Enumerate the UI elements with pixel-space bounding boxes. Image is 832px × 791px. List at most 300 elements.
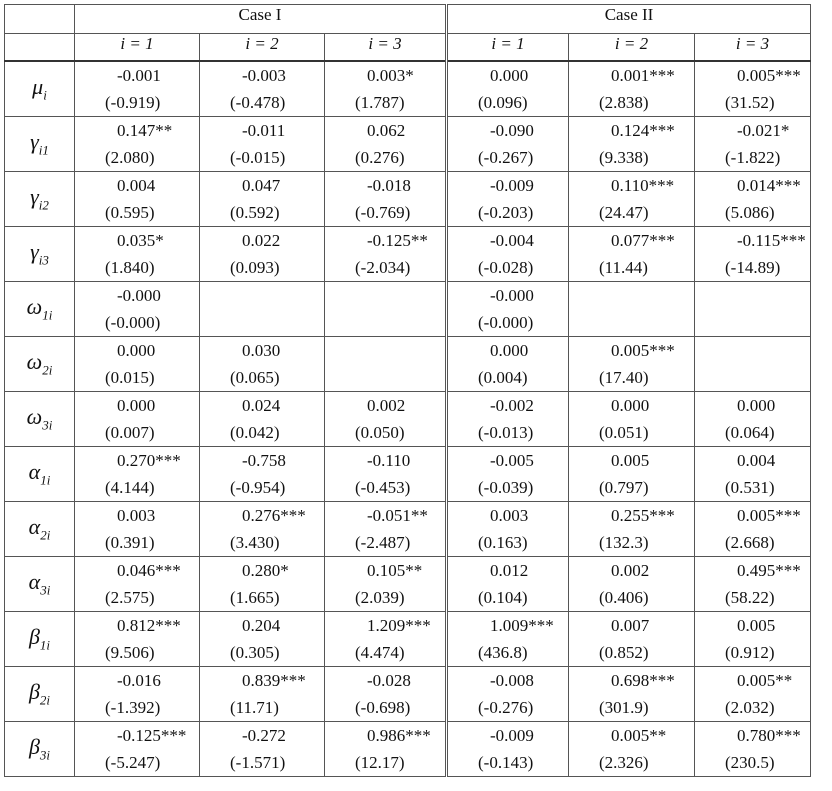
t-statistic: (0.406) [599,588,649,607]
estimate-cell [447,227,569,282]
t-statistic: (0.065) [230,368,280,387]
coefficient-value: 0.110*** [611,176,675,195]
estimate-cell [447,117,569,172]
parameter-symbol: γ [30,184,39,210]
t-statistic: (2.575) [105,588,155,607]
parameter-subscript: 1i [42,307,53,323]
estimate-cell [200,557,325,612]
coefficient-value: 0.812*** [117,616,181,635]
t-statistic: (-0.203) [478,203,534,222]
estimate-cell [325,337,447,392]
estimate-cell [75,557,200,612]
coefficient-value: 0.005** [737,671,793,690]
estimate-cell [447,722,569,777]
estimate-cell [569,722,695,777]
estimate-cell [200,722,325,777]
t-statistic: (-0.000) [105,313,161,332]
coefficient-value: 0.003* [367,66,414,85]
table-row [5,392,811,447]
parameter-label [5,667,75,722]
coefficient-value: 0.005*** [737,66,801,85]
parameter-symbol: β [28,734,40,760]
coefficient-value: 0.495*** [737,561,801,580]
t-statistic: (230.5) [725,753,775,772]
t-statistic: (1.840) [105,258,155,277]
t-statistic: (5.086) [725,203,775,222]
coefficient-value: 0.022 [242,231,281,250]
coefficient-value: 0.001*** [611,66,675,85]
t-statistic [695,309,810,336]
estimate-cell [447,172,569,227]
t-statistic: (4.144) [105,478,155,497]
parameter-label [5,227,75,282]
coefficient-value: 0.000 [490,341,529,360]
t-statistic [325,309,445,336]
parameter-symbol: α [28,569,41,595]
t-statistic: (0.096) [478,93,528,112]
coefficient-value [569,282,694,309]
t-statistic: (3.430) [230,533,280,552]
t-statistic: (-0.954) [230,478,286,497]
coefficient-value: 0.047 [242,176,281,195]
estimate-cell [75,502,200,557]
estimate-cell [695,557,811,612]
t-statistic: (-14.89) [725,258,781,277]
coefficient-value: 1.209*** [367,616,431,635]
parameter-symbol: ω [26,404,43,430]
coefficient-value: -0.051** [367,506,428,525]
t-statistic: (-0.000) [478,313,534,332]
estimate-cell [75,722,200,777]
coefficient-value: -0.272 [242,726,286,745]
t-statistic: (9.338) [599,148,649,167]
t-statistic: (0.276) [355,148,405,167]
index-header: i = 2 [200,34,325,62]
estimate-cell [200,227,325,282]
coefficient-value: 0.005 [737,616,776,635]
coefficient-value: -0.000 [117,286,161,305]
t-statistic: (-0.478) [230,93,286,112]
t-statistic: (2.838) [599,93,649,112]
t-statistic: (0.104) [478,588,528,607]
coefficient-value: 0.780*** [737,726,801,745]
coefficient-value: 0.004 [117,176,156,195]
estimate-cell [325,722,447,777]
estimate-cell [447,337,569,392]
table-row [5,722,811,777]
t-statistic: (0.050) [355,423,405,442]
coefficient-value: 0.003 [490,506,529,525]
parameter-label [5,447,75,502]
estimate-cell [200,117,325,172]
t-statistic: (-2.034) [355,258,411,277]
t-statistic: (-0.039) [478,478,534,497]
estimate-cell [75,282,200,337]
coefficient-value: -0.110 [367,451,411,470]
t-statistic: (12.17) [355,753,405,772]
parameter-symbol: ω [26,294,43,320]
estimate-cell [325,667,447,722]
t-statistic: (17.40) [599,368,649,387]
coefficient-value: 0.280* [242,561,289,580]
estimate-cell [75,392,200,447]
estimate-cell [325,227,447,282]
coefficient-value: 0.062 [367,121,406,140]
t-statistic: (0.051) [599,423,649,442]
estimate-cell [75,61,200,117]
table-row [5,502,811,557]
coefficient-value: 0.004 [737,451,776,470]
parameter-subscript: i [43,87,47,103]
coefficient-value: 0.000 [117,396,156,415]
t-statistic: (2.032) [725,698,775,717]
t-statistic: (0.007) [105,423,155,442]
estimate-cell [75,667,200,722]
coefficient-value: 0.077*** [611,231,675,250]
estimate-cell [325,502,447,557]
t-statistic: (-0.276) [478,698,534,717]
estimate-cell [569,117,695,172]
coefficient-value: -0.016 [117,671,161,690]
index-header: i = 1 [75,34,200,62]
t-statistic: (58.22) [725,588,775,607]
coefficient-value: 0.014*** [737,176,801,195]
t-statistic: (0.305) [230,643,280,662]
estimate-cell [695,612,811,667]
parameter-label [5,61,75,117]
corner-cell [5,5,75,34]
t-statistic: (0.004) [478,368,528,387]
parameter-subscript: 2i [40,527,51,543]
coefficient-value: -0.028 [367,671,411,690]
coefficient-value: 0.003 [117,506,156,525]
coefficient-value: 0.002 [367,396,406,415]
coefficient-value: 0.005 [611,451,650,470]
estimate-cell [695,392,811,447]
parameter-symbol: γ [30,239,39,265]
coefficient-value: 0.839*** [242,671,306,690]
coefficient-value: 0.255*** [611,506,675,525]
coefficient-value: 0.270*** [117,451,181,470]
case-i-header: Case I [75,5,447,34]
coefficient-value: 0.046*** [117,561,181,580]
table-row [5,612,811,667]
table-row [5,61,811,117]
estimate-cell [569,337,695,392]
estimate-cell [200,612,325,667]
estimate-cell [75,612,200,667]
t-statistic: (-0.919) [105,93,161,112]
estimate-cell [569,557,695,612]
estimate-cell [75,227,200,282]
coefficient-value: -0.115*** [737,231,806,250]
t-statistic: (-0.453) [355,478,411,497]
t-statistic: (0.391) [105,533,155,552]
parameter-symbol: γ [30,129,39,155]
coefficient-value: -0.125** [367,231,428,250]
estimate-cell [569,172,695,227]
estimate-cell [569,392,695,447]
estimate-cell [200,502,325,557]
t-statistic: (0.015) [105,368,155,387]
estimate-cell [695,61,811,117]
coefficient-value: 0.024 [242,396,281,415]
estimate-cell [695,172,811,227]
parameter-subscript: i2 [38,197,49,213]
parameter-subscript: 3i [39,747,51,763]
t-statistic: (0.093) [230,258,280,277]
coefficient-value: -0.008 [490,671,534,690]
coefficient-value: -0.758 [242,451,286,470]
coefficient-value: -0.018 [367,176,411,195]
parameter-subscript: 1i [40,472,51,488]
t-statistic: (-1.822) [725,148,781,167]
coefficient-value: 0.147** [117,121,173,140]
t-statistic: (31.52) [725,93,775,112]
case-header-row [5,5,811,34]
parameter-subscript: i3 [38,252,49,268]
estimate-cell [75,337,200,392]
estimate-cell [325,392,447,447]
estimate-cell [447,61,569,117]
parameter-label [5,557,75,612]
estimate-cell [75,117,200,172]
estimate-cell [200,667,325,722]
estimate-cell [695,117,811,172]
coefficient-value [695,282,810,309]
estimate-cell [569,447,695,502]
table-row [5,172,811,227]
coefficient-value: 0.204 [242,616,281,635]
coefficient-value: -0.002 [490,396,534,415]
table-row [5,282,811,337]
case-ii-header: Case II [447,5,811,34]
coefficient-value: -0.021* [737,121,790,140]
estimate-cell [695,227,811,282]
t-statistic: (0.163) [478,533,528,552]
coefficient-value: 0.030 [242,341,281,360]
coefficient-value: 0.005*** [611,341,675,360]
estimate-cell [325,282,447,337]
estimate-cell [325,447,447,502]
coefficient-value: 0.000 [490,66,529,85]
parameter-subscript: 3i [40,582,51,598]
coefficient-value: 0.002 [611,561,650,580]
coefficient-value [325,282,445,309]
coefficient-value: -0.009 [490,176,534,195]
coefficient-value: 0.986*** [367,726,431,745]
estimate-cell [447,282,569,337]
parameter-label [5,392,75,447]
estimate-cell [200,447,325,502]
t-statistic: (-1.392) [105,698,161,717]
index-header: i = 2 [569,34,695,62]
coefficient-value: 0.005** [611,726,667,745]
coefficient-value: -0.003 [242,66,286,85]
parameter-symbol: μ [32,74,44,100]
t-statistic: (301.9) [599,698,649,717]
parameter-subscript: 2i [39,692,51,708]
estimate-cell [447,447,569,502]
coefficient-value: 0.005*** [737,506,801,525]
index-header: i = 1 [447,34,569,62]
t-statistic: (132.3) [599,533,649,552]
estimate-cell [200,282,325,337]
t-statistic: (-2.487) [355,533,411,552]
parameter-subscript: 2i [42,362,53,378]
table-row [5,557,811,612]
t-statistic: (-5.247) [105,753,161,772]
t-statistic: (-0.015) [230,148,286,167]
t-statistic: (0.592) [230,203,280,222]
parameter-symbol: β [28,624,40,650]
table-row [5,337,811,392]
parameter-label [5,502,75,557]
estimate-cell [325,172,447,227]
t-statistic: (0.852) [599,643,649,662]
coefficient-value: -0.125*** [117,726,187,745]
parameter-subscript: i1 [38,142,49,158]
parameter-label [5,282,75,337]
estimate-cell [75,447,200,502]
parameter-symbol: ω [26,349,43,375]
t-statistic: (2.326) [599,753,649,772]
index-header: i = 3 [325,34,447,62]
estimate-cell [569,61,695,117]
t-statistic: (-0.698) [355,698,411,717]
table-row [5,447,811,502]
estimate-cell [569,667,695,722]
t-statistic: (11.71) [230,698,279,717]
estimate-cell [695,667,811,722]
t-statistic: (0.912) [725,643,775,662]
coefficient-value: 1.009*** [490,616,554,635]
t-statistic [569,309,694,336]
parameter-symbol: α [28,514,41,540]
estimate-cell [325,557,447,612]
estimate-cell [569,227,695,282]
corner-cell-2 [5,34,75,62]
t-statistic: (0.531) [725,478,775,497]
estimate-cell [569,282,695,337]
table-row [5,117,811,172]
t-statistic: (2.039) [355,588,405,607]
coefficient-value [325,337,445,364]
coefficient-value: 0.012 [490,561,529,580]
coefficient-value: -0.090 [490,121,534,140]
t-statistic: (-0.028) [478,258,534,277]
coefficient-value: -0.004 [490,231,534,250]
coefficient-value: 0.000 [737,396,776,415]
t-statistic [200,309,324,336]
parameter-label [5,117,75,172]
t-statistic: (-1.571) [230,753,286,772]
estimate-cell [569,612,695,667]
coefficient-value: -0.001 [117,66,161,85]
estimate-cell [325,61,447,117]
estimate-cell [695,282,811,337]
coefficient-value: -0.009 [490,726,534,745]
estimate-cell [75,172,200,227]
t-statistic: (0.797) [599,478,649,497]
estimate-cell [200,392,325,447]
coefficient-value: 0.124*** [611,121,675,140]
coefficient-value: 0.698*** [611,671,675,690]
t-statistic: (1.665) [230,588,280,607]
estimate-cell [447,557,569,612]
estimate-cell [447,612,569,667]
t-statistic: (0.064) [725,423,775,442]
estimate-cell [325,612,447,667]
t-statistic [325,364,445,391]
t-statistic: (0.595) [105,203,155,222]
t-statistic: (24.47) [599,203,649,222]
estimate-cell [200,337,325,392]
t-statistic: (1.787) [355,93,405,112]
parameter-symbol: β [28,679,40,705]
table-body [5,61,811,777]
coefficient-value: 0.035* [117,231,164,250]
coefficient-value: 0.007 [611,616,650,635]
index-header-row [5,34,811,62]
parameter-label [5,722,75,777]
t-statistic: (-0.013) [478,423,534,442]
parameter-symbol: α [28,459,41,485]
coefficient-value [200,282,324,309]
t-statistic: (-0.143) [478,753,534,772]
index-header: i = 3 [695,34,811,62]
estimate-cell [695,502,811,557]
parameter-label [5,172,75,227]
estimates-table [4,4,811,777]
estimate-cell [447,667,569,722]
parameter-label [5,612,75,667]
coefficient-value: 0.105** [367,561,423,580]
coefficient-value: 0.276*** [242,506,306,525]
estimate-cell [200,172,325,227]
t-statistic: (2.080) [105,148,155,167]
t-statistic: (-0.769) [355,203,411,222]
parameter-label [5,337,75,392]
estimate-cell [695,447,811,502]
parameter-subscript: 1i [39,637,51,653]
coefficient-value: -0.000 [490,286,534,305]
parameter-subscript: 3i [42,417,53,433]
coefficient-value: -0.005 [490,451,534,470]
t-statistic: (11.44) [599,258,648,277]
estimate-cell [200,61,325,117]
estimate-cell [325,117,447,172]
estimate-cell [695,722,811,777]
t-statistic: (4.474) [355,643,405,662]
t-statistic: (-0.267) [478,148,534,167]
coefficient-value: 0.000 [117,341,156,360]
table-row [5,227,811,282]
t-statistic [695,364,810,391]
table-row [5,667,811,722]
estimate-cell [695,337,811,392]
estimate-cell [569,502,695,557]
t-statistic: (2.668) [725,533,775,552]
estimate-cell [447,502,569,557]
coefficient-value [695,337,810,364]
coefficient-value: -0.011 [242,121,286,140]
coefficient-value: 0.000 [611,396,650,415]
t-statistic: (436.8) [478,643,528,662]
t-statistic: (9.506) [105,643,155,662]
t-statistic: (0.042) [230,423,280,442]
estimate-cell [447,392,569,447]
